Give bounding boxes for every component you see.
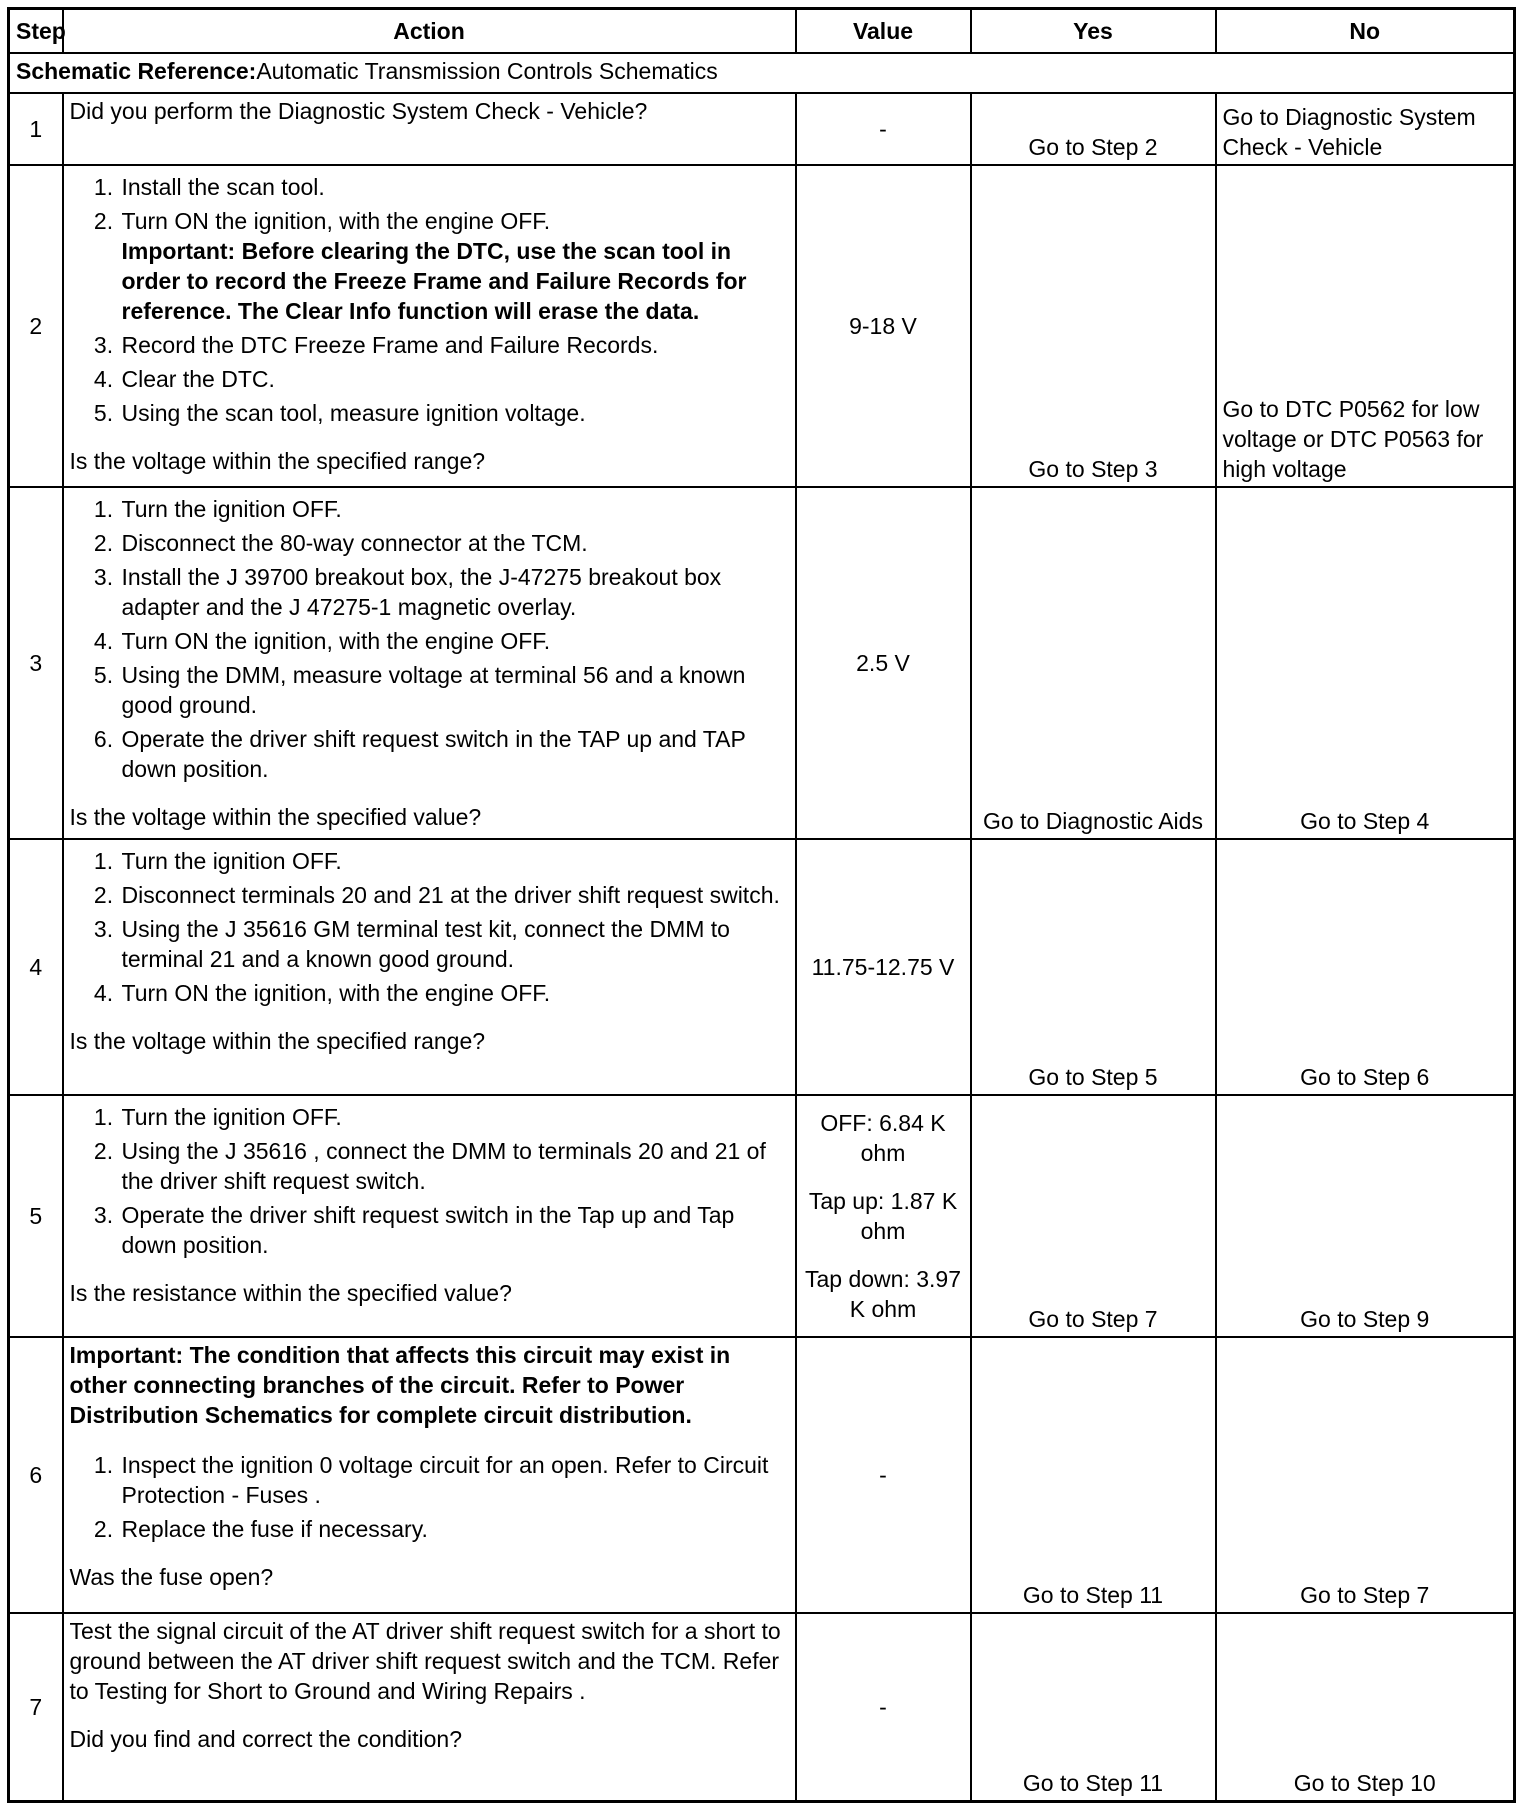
action-cell bbox=[63, 839, 796, 1095]
no-cell[interactable]: Go to Step 10 bbox=[1216, 1613, 1515, 1801]
action-cell bbox=[63, 1613, 796, 1801]
action-steps-list bbox=[70, 846, 789, 1008]
action-steps-list bbox=[70, 1450, 789, 1544]
header-value: Value bbox=[796, 9, 971, 54]
important-note: Important: The condition that affects this circuit may exist in other connecting branches of the circuit. Refer to Power Distribution Schematics for complete circuit distribution. bbox=[69, 1342, 731, 1428]
action-step: 1. Turn the ignition OFF. bbox=[120, 846, 789, 876]
yes-cell[interactable]: Go to Step 5 bbox=[971, 839, 1216, 1095]
action-step: 2. Turn ON the ignition, with the engine OFF. Important: Before clearing the DTC, use the scan tool in order to record the Freeze Frame and Failure Records for reference. The Clear Info function will erase the data. bbox=[120, 206, 789, 326]
action-step: 3. Record the DTC Freeze Frame and Failure Records. bbox=[120, 330, 789, 360]
action-cell bbox=[63, 1337, 796, 1613]
table-row bbox=[9, 165, 1515, 487]
no-cell[interactable]: Go to Step 9 bbox=[1216, 1095, 1515, 1337]
action-step: 2. Disconnect terminals 20 and 21 at the driver shift request switch. bbox=[120, 880, 789, 910]
action-question: Did you perform the Diagnostic System Check - Vehicle? bbox=[69, 98, 648, 124]
step-number: 4 bbox=[9, 839, 63, 1095]
no-cell[interactable]: Go to Step 7 bbox=[1216, 1337, 1515, 1613]
header-no: No bbox=[1216, 9, 1515, 54]
action-step: 1. Inspect the ignition 0 voltage circuit for an open. Refer to Circuit Protection - Fuses . bbox=[120, 1450, 789, 1510]
yes-cell[interactable]: Go to Step 7 bbox=[971, 1095, 1216, 1337]
schematic-reference bbox=[9, 53, 1515, 93]
action-step: 5. Using the scan tool, measure ignition voltage. bbox=[120, 398, 789, 428]
important-note: Important: Before clearing the DTC, use the scan tool in order to record the Freeze Frame and Failure Records for reference. The Clear Info function will erase the data. bbox=[121, 238, 747, 324]
value-cell: - bbox=[796, 1337, 971, 1613]
step-number: 7 bbox=[9, 1613, 63, 1801]
value-cell: - bbox=[796, 93, 971, 165]
action-step: 2. Replace the fuse if necessary. bbox=[120, 1514, 789, 1544]
action-question: Did you find and correct the condition? bbox=[69, 1726, 463, 1752]
value-tap-down: Tap down: 3.97 K ohm bbox=[804, 1266, 961, 1322]
schematic-reference-row bbox=[9, 53, 1515, 93]
action-step: 1. Install the scan tool. bbox=[120, 172, 789, 202]
table-row bbox=[9, 1337, 1515, 1613]
header-step: Step bbox=[9, 9, 63, 54]
action-steps-list bbox=[70, 172, 789, 428]
action-step: 5. Using the DMM, measure voltage at terminal 56 and a known good ground. bbox=[120, 660, 789, 720]
action-step: 4. Turn ON the ignition, with the engine OFF. bbox=[120, 978, 789, 1008]
header-yes: Yes bbox=[971, 9, 1216, 54]
action-cell bbox=[63, 93, 796, 165]
action-step: 1. Turn the ignition OFF. bbox=[120, 494, 789, 524]
action-step: 1. Turn the ignition OFF. bbox=[120, 1102, 789, 1132]
step-number: 3 bbox=[9, 487, 63, 839]
action-cell bbox=[63, 165, 796, 487]
no-cell[interactable]: Go to DTC P0562 for low voltage or DTC P0563 for high voltage bbox=[1216, 165, 1515, 487]
action-step: 3. Install the J 39700 breakout box, the J-47275 breakout box adapter and the J 47275-1 magnetic overlay. bbox=[120, 562, 789, 622]
table-row bbox=[9, 1613, 1515, 1801]
header-action: Action bbox=[63, 9, 796, 54]
yes-cell[interactable]: Go to Step 3 bbox=[971, 165, 1216, 487]
table-row bbox=[9, 93, 1515, 165]
action-step: 2. Disconnect the 80-way connector at the TCM. bbox=[120, 528, 789, 558]
step-number: 6 bbox=[9, 1337, 63, 1613]
table-row bbox=[9, 1095, 1515, 1337]
action-question: Was the fuse open? bbox=[69, 1564, 274, 1590]
action-step: 4. Clear the DTC. bbox=[120, 364, 789, 394]
schematic-reference-link[interactable]: Automatic Transmission Controls Schematics bbox=[256, 58, 718, 84]
table-row bbox=[9, 487, 1515, 839]
value-cell: - bbox=[796, 1613, 971, 1801]
action-step: 3. Operate the driver shift request switch in the Tap up and Tap down position. bbox=[120, 1200, 789, 1260]
step-number: 2 bbox=[9, 165, 63, 487]
yes-cell[interactable]: Go to Step 11 bbox=[971, 1613, 1216, 1801]
action-step: 3. Using the J 35616 GM terminal test kit, connect the DMM to terminal 21 and a known good ground. bbox=[120, 914, 789, 974]
step-number: 5 bbox=[9, 1095, 63, 1337]
yes-cell[interactable]: Go to Step 2 bbox=[971, 93, 1216, 165]
action-question: Is the voltage within the specified range? bbox=[69, 1028, 486, 1054]
table-row bbox=[9, 839, 1515, 1095]
no-cell[interactable]: Go to Diagnostic System Check - Vehicle bbox=[1216, 93, 1515, 165]
value-cell: 2.5 V bbox=[796, 487, 971, 839]
value-cell: 11.75-12.75 V bbox=[796, 839, 971, 1095]
no-cell[interactable]: Go to Step 6 bbox=[1216, 839, 1515, 1095]
schematic-reference-label: Schematic Reference: bbox=[16, 58, 257, 84]
action-cell bbox=[63, 1095, 796, 1337]
action-text: Test the signal circuit of the AT driver shift request switch for a short to ground between the AT driver shift request switch and the TCM. Refer to Testing for Short to Ground and Wiring Repairs . bbox=[69, 1618, 781, 1704]
action-step: 6. Operate the driver shift request switch in the TAP up and TAP down position. bbox=[120, 724, 789, 784]
action-steps-list bbox=[70, 494, 789, 784]
action-question: Is the voltage within the specified value? bbox=[69, 804, 482, 830]
action-steps-list bbox=[70, 1102, 789, 1260]
value-cell: 9-18 V bbox=[796, 165, 971, 487]
action-question: Is the voltage within the specified range? bbox=[69, 448, 486, 474]
yes-cell[interactable]: Go to Step 11 bbox=[971, 1337, 1216, 1613]
action-cell bbox=[63, 487, 796, 839]
action-step: 2. Using the J 35616 , connect the DMM to terminals 20 and 21 of the driver shift request switch. bbox=[120, 1136, 789, 1196]
step-number: 1 bbox=[9, 93, 63, 165]
value-off: OFF: 6.84 K ohm bbox=[820, 1110, 946, 1166]
value-tap-up: Tap up: 1.87 K ohm bbox=[808, 1188, 958, 1244]
yes-cell[interactable]: Go to Diagnostic Aids bbox=[971, 487, 1216, 839]
action-question: Is the resistance within the specified value? bbox=[69, 1280, 512, 1306]
no-cell[interactable]: Go to Step 4 bbox=[1216, 487, 1515, 839]
action-step: 4. Turn ON the ignition, with the engine OFF. bbox=[120, 626, 789, 656]
value-cell bbox=[796, 1095, 971, 1337]
header-row bbox=[9, 9, 1515, 54]
diagnostic-table bbox=[7, 7, 1516, 1803]
